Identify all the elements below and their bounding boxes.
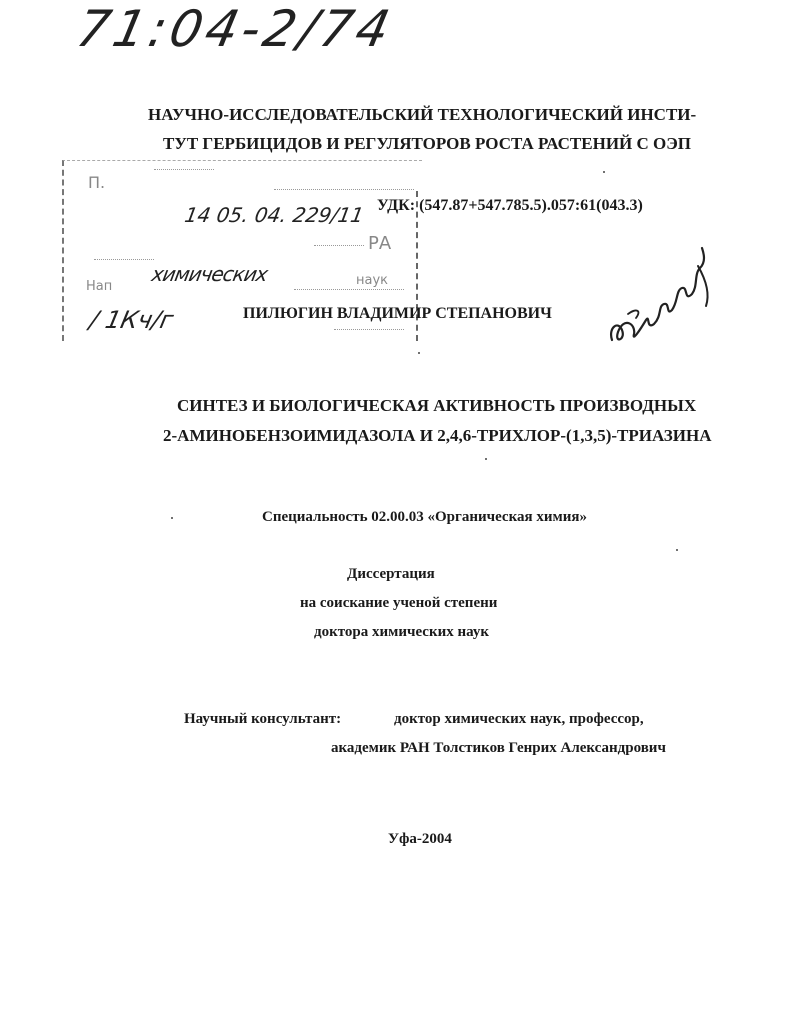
degree-line-1: на соискание ученой степени — [300, 595, 498, 611]
stamp-date-handwritten: 14 05. 04. 229/11 — [182, 203, 366, 227]
author-name: ПИЛЮГИН ВЛАДИМИР СТЕПАНОВИЧ — [243, 305, 552, 322]
archive-number: 71:04-2/74 — [71, 0, 399, 58]
stamp-code-handwritten: / 1Кч/г — [87, 306, 176, 334]
stamp-dotted-line — [294, 289, 404, 290]
stamp-dotted-line — [94, 259, 154, 260]
scan-speck — [676, 549, 678, 551]
stamp-dotted-line — [154, 169, 214, 170]
institute-name-line-1: НАУЧНО-ИССЛЕДОВАТЕЛЬСКИЙ ТЕХНОЛОГИЧЕСКИЙ ИНСТИ- — [148, 105, 697, 124]
stamp-dotted-line — [274, 189, 414, 190]
stamp-faint-text: Нап — [86, 279, 113, 294]
advisor-name: академик РАН Толстиков Генрих Александрович — [331, 740, 666, 756]
advisor-title: доктор химических наук, профессор, — [394, 711, 644, 727]
advisor-label: Научный консультант: — [184, 711, 342, 727]
institute-name-line-2: ТУТ ГЕРБИЦИДОВ И РЕГУЛЯТОРОВ РОСТА РАСТЕНИЙ С ОЭП — [163, 134, 692, 153]
dissertation-title-line-1: СИНТЕЗ И БИОЛОГИЧЕСКАЯ АКТИВНОСТЬ ПРОИЗВОДНЫХ — [177, 396, 697, 415]
stamp-faint-text: П. — [88, 173, 106, 192]
dissertation-label: Диссертация — [347, 566, 435, 582]
dissertation-title-line-2: 2-АМИНОБЕНЗОИМИДАЗОЛА И 2,4,6-ТРИХЛОР-(1,3,5)-ТРИАЗИНА — [163, 426, 712, 445]
stamp-dotted-line — [314, 245, 364, 246]
specialty: Специальность 02.00.03 «Органическая химия» — [262, 509, 587, 525]
stamp-field-handwritten: химических — [149, 262, 270, 286]
stamp-faint-text: наук — [356, 273, 389, 288]
scan-speck — [603, 171, 605, 173]
stamp-faint-text: РА — [368, 233, 392, 254]
scan-speck — [418, 352, 420, 354]
stamp-dotted-line — [334, 329, 404, 330]
udc-code: УДК: (547.87+547.785.5).057:61(043.3) — [377, 197, 643, 214]
scan-speck — [171, 517, 173, 519]
city-year: Уфа-2004 — [388, 831, 452, 847]
scan-speck — [485, 458, 487, 460]
degree-line-2: доктора химических наук — [314, 624, 490, 640]
author-signature-image — [606, 244, 716, 349]
